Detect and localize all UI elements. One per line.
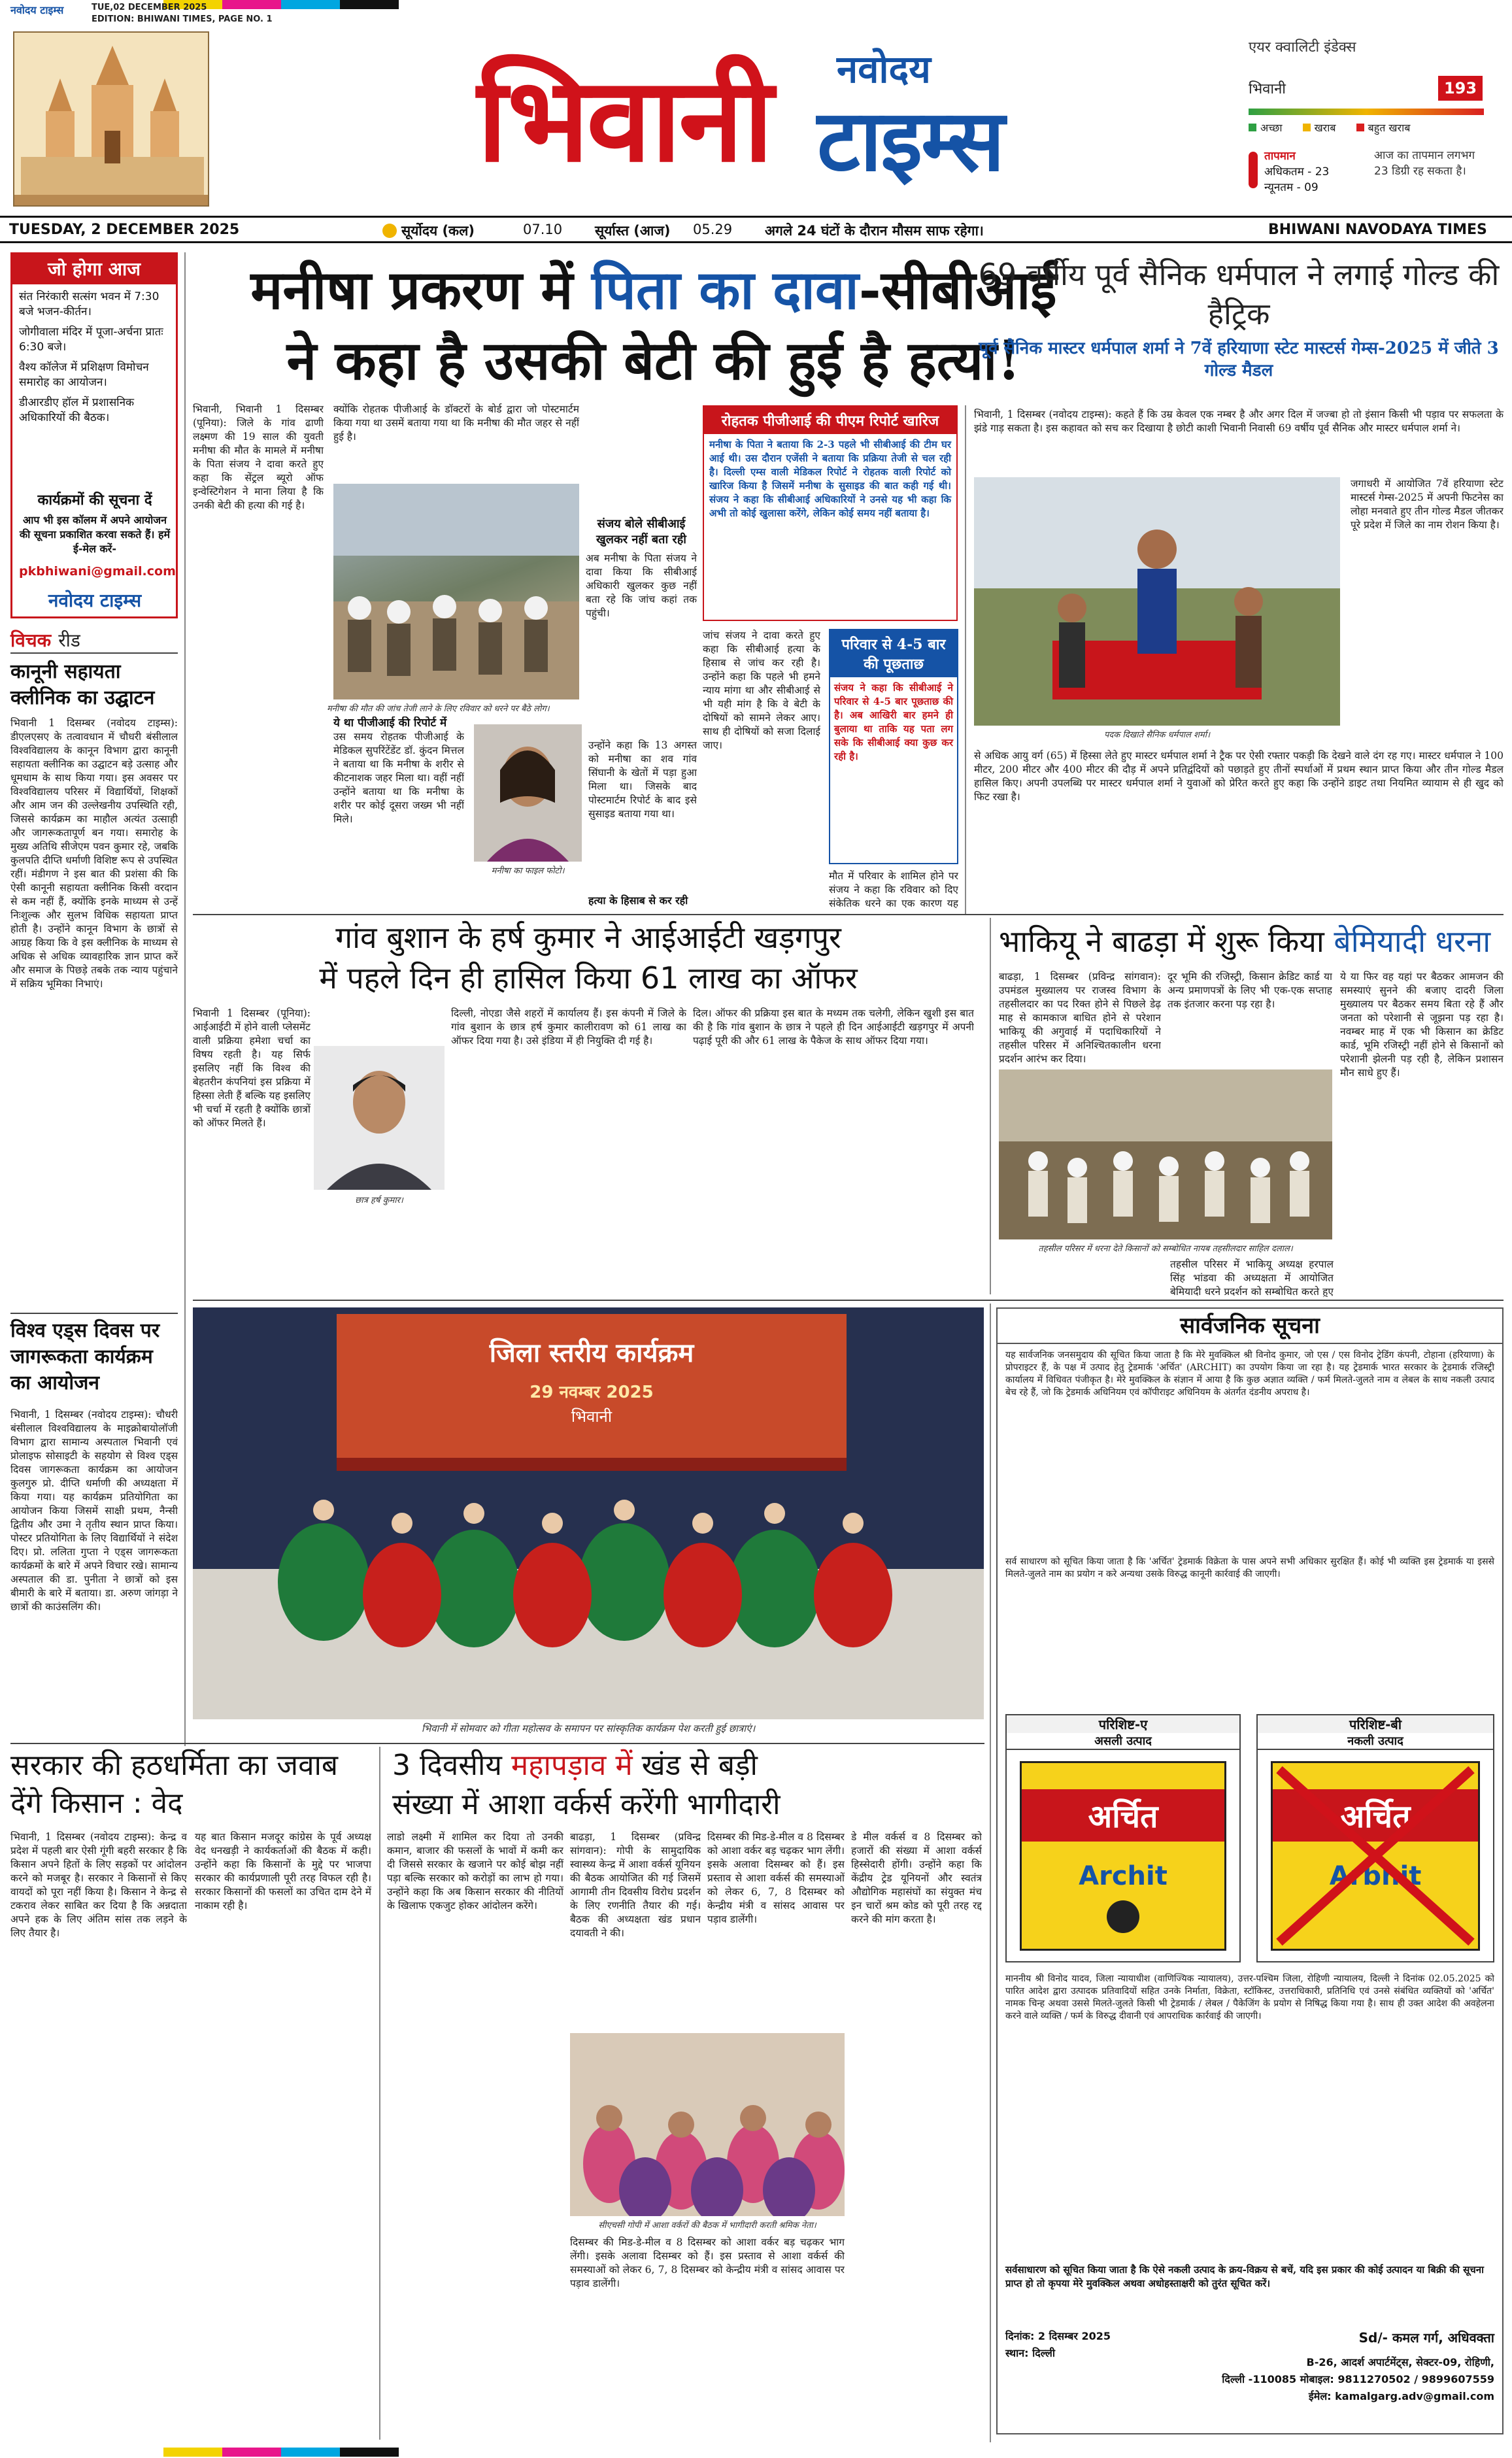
- lead-mid-body: उन्होंने कहा कि 13 अगस्त को मनीषा का शव गांव सिंघानी के खेतों में पड़ा हुआ मिला था। जिसके बाद पोस्टमार्टम रिपोर्ट के बाद इसे सुसाइड बताया गया था।: [588, 739, 697, 820]
- lead-headline-line2: ने कहा है उसकी बेटी की हुई है हत्या!: [286, 329, 1021, 392]
- annex-b-subtitle: नकली उत्पाद: [1258, 1733, 1493, 1750]
- lead-body-col1: भिवानी, भिवानी 1 दिसम्बर (पूनिया): जिले के गांव ढाणी लक्ष्मण की 19 साल की युवती मनीषा की मौत के मामले में मनीषा के पिता संजय ने दावा करते हुए कहा कि सेंट्रल ब्यूरो ऑफ इन्वेस्टिगेशन ने माना लिया है कि उनकी बेटी की हत्या की गई है।: [193, 403, 324, 511]
- event-banner-date: 29 नवम्बर 2025: [529, 1383, 654, 1402]
- asha-headline-line2: संख्या में आशा वर्कर्स करेंगी भागीदारी: [392, 1788, 781, 1821]
- jaanch-body: जांच संजय ने दावा करते हुए कहा कि सीबीआई हत्या के हिसाब से जांच कर रही है। उन्होंने कहा कि पहले भी हमने न्याय मांगा था और सीबीआई से भी यही मांग है कि वे बेटी के दोषियों को सामने लेकर आए। साथ ही दोषियों को सजा दिलाई जाए।: [703, 630, 820, 751]
- iit-headline-line1: गांव बुशान के हर्ष कुमार ने आईआईटी खड़गपुर: [335, 920, 841, 955]
- dateline-bar: [0, 216, 1512, 243]
- bkiu-body3: तहसील परिसर में भाकियू अध्यक्ष हरपाल सिंह भांडवा की अध्यक्षता में आयोजित बेमियादी धरने प्रदर्शन को सम्बोधित करते हुए: [1170, 1258, 1334, 1297]
- lead-headline-part3: -सीबीआई: [858, 259, 1057, 322]
- army-story: [974, 255, 1504, 909]
- iit-body2: दिल्ली, नोएडा जैसे शहरों में कार्यालय हैं। इस कंपनी में जिले के गांव बुशान के छात्र हर्ष कुमार कालीरावण को 61 लाख का ऑफर दिया गया है। उसे इंडिया में ही नियुक्ति दी गई है।: [451, 1007, 686, 1047]
- annex-b-title: परिशिष्ट-बी: [1258, 1715, 1493, 1733]
- annex-a-title: परिशिष्ट-ए: [1007, 1715, 1239, 1733]
- army-photo: [974, 477, 1340, 726]
- sidebar-story1-body: भिवानी 1 दिसम्बर (नवोदय टाइम्स): डीएलएसए के तत्वावधान में चौधरी बंसीलाल विश्वविद्यालय के कानून विभाग द्वारा कानूनी सहायता क्लीनिक का उद्घाटन बड़े उत्साह और धूमधाम के साथ किया गया। इस अवसर पर विश्वविद्यालय परिसर में विद्यार्थियों, शिक्षकों और आम जन की उल्लेखनीय उपस्थिति रही, जिससे कार्यक्रम का माहौल अत्यंत उत्साही और जागरूकतापूर्ण बन गया। समारोह के मुख्य अतिथि सीजेएम पवन कुमार रहे, जबकि कुलपति दीप्ति धर्माणी विशिष्ट रूप से उपस्थित रहीं। मंडीगण ने इस बात की प्रशंसा की कि ऐसी कानूनी सहायता क्लीनिक किसी वरदान से कम नहीं हैं, क्योंकि इनके माध्यम से उन्हें निःशुल्क और सुलभ विधिक सहायता प्राप्त होती है। उन्होंने कानून विभाग के छात्रों से आग्रह किया कि वे इस क्लीनिक के माध्यम से अधिक से अधिक व्यावहारिक ज्ञान प्राप्त करें और समाज के पिछड़े तबके तक न्याय पहुंचाने में सक्रिय भूमिका निभाएं।: [10, 717, 178, 990]
- army-body3: से अधिक आयु वर्ग (65) में हिस्सा लेते हुए मास्टर धर्मपाल शर्मा ने ट्रैक पर ऐसी रफ्तार पकड़ी कि देखने वाले दंग रह गए। मास्टर धर्मपाल ने 100 मीटर, 200 मीटर और 400 मीटर की दौड़ में अपने प्रतिद्वंदियों को पछाड़ते हुए तीनों स्पर्धाओं में प्रथम स्थान प्राप्त किया और तीन गोल्ड मैडल हासिल किए। अपनी उपलब्धि पर मास्टर धर्मपाल शर्मा ने युवाओं को प्रेरित करते हुए कहा कि उन्होंने डाइट तथा नियमित व्यायाम से ही खुद को फिट रखा है।: [974, 750, 1504, 803]
- report-box-head: रोहतक पीजीआई की पीएम रिपोर्ट खारिज: [704, 407, 956, 434]
- manisha-file-photo: [474, 724, 582, 862]
- aqi-city: भिवानी: [1249, 81, 1286, 97]
- registration-bar-magenta: [222, 2448, 281, 2457]
- sun-icon: [382, 224, 397, 238]
- cross-mark-icon: [1273, 1763, 1478, 1949]
- registration-bar-cyan: [281, 2448, 340, 2457]
- bkiu-body1: बाढड़ा, 1 दिसम्बर (प्रविन्द्र सांगवान): उपमंडल मुख्यालय पर राजस्व विभाग के तहसीलदार का पद रिक्त होने से पिछले डेढ़ माह से कामकाज बाधित होने से परेशान भाकियू की अगुवाई में पदाधिकारियों ने तहसील परिसर में अनिश्चितकालीन धरना प्रदर्शन आरंभ कर दिया।: [999, 971, 1161, 1065]
- army-headline: 69 वर्षीय पूर्व सैनिक धर्मपाल ने लगाई गोल्ड की हैट्रिक: [978, 257, 1500, 331]
- today-event: संत निरंकारी सत्संग भवन में 7:30 बजे भजन-कीर्तन।: [19, 290, 160, 318]
- report-box-body: मनीषा के पिता ने बताया कि 2-3 पहले भी सीबीआई की टीम घर आई थी। उस दौरान एजेंसी ने बताया कि प्रक्रिया तेजी से चल रही है। दिल्ली एम्स वाली मेडिकल रिपोर्ट ने रोहतक वाली रिपोर्ट को खारिज किया है जिसमें मनीषा के सुसाइड की बात कही गई थी। संजय ने कहा कि सीबीआई अधिकारियों ने उनसे यह भी कहा कि अभी तो कोई खुलासा करेंगे, लेकिन कोई समय नहीं बताया है।: [709, 439, 951, 519]
- asha-headline-part2: महापड़ाव में: [511, 1749, 633, 1782]
- notice-address2: दिल्ली -110085 मोबाइल: 9811270502 / 9899607559: [1222, 2373, 1494, 2385]
- masthead-logo-small: नवोदय टाइम्स: [10, 4, 64, 16]
- aqi-legend-bad: खराब: [1314, 122, 1336, 134]
- notice-title: कार्यक्रमों की सूचना दें: [37, 492, 152, 509]
- army-subhead: पूर्व सैनिक मास्टर धर्मपाल शर्मा ने 7वें हरियाणा स्टेट मास्टर्स गेम्स-2025 में जीते 3 गोल्ड मैडल: [979, 339, 1499, 380]
- bkiu-photo: [999, 1069, 1332, 1239]
- bkiu-photo-caption: तहसील परिसर में धरना देते किसानों को सम्बोधित नायब तहसीलदार साहिल दलाल।: [1038, 1244, 1293, 1254]
- product-real-name: अर्चित: [1088, 1798, 1158, 1835]
- scorpion-icon: [1107, 1900, 1139, 1933]
- divider: [990, 1304, 991, 2442]
- masthead-title-city: भिवानी: [477, 52, 771, 188]
- aqi-legend: [1249, 120, 1497, 135]
- sunset-time: 05.29: [693, 222, 733, 237]
- divider: [990, 918, 991, 1294]
- dateline-left: TUESDAY, 2 DECEMBER 2025: [9, 222, 240, 238]
- aqi-legend-very-bad: बहुत खराब: [1368, 122, 1411, 134]
- asha-headline-part1: 3 दिवसीय: [392, 1749, 502, 1782]
- product-real-pack: [1020, 1761, 1226, 1951]
- masthead-date: TUE,02 DECEMBER 2025: [92, 3, 207, 12]
- aqi-legend-dot-bad: [1303, 124, 1311, 131]
- asha-body1-cont: दिसम्बर की मिड-डे-मील व 8 दिसम्बर को आशा वर्कर बड़ चढ़कर भाग लेंगी। इसके अलावा दिसम्बर को हैं। इस प्रस्ताव से आशा वर्कर्स की समस्याओं को लेकर 6, 7, 8 दिसम्बर को केन्द्रीय मंत्री व सांसद आवास पर पड़ाव डालेंगी।: [570, 2236, 845, 2289]
- lead-photo-protest-caption: मनीषा की मौत की जांच तेजी लाने के लिए रविवार को धरने पर बैठे लोग।: [327, 704, 550, 714]
- aqi-value: 193: [1438, 76, 1483, 101]
- today-event: जोगीवाला मंदिर में पूजा-अर्चना प्रातः 6:30 बजे।: [19, 326, 163, 354]
- divider: [184, 252, 186, 1746]
- lead-headline-part2: पिता का दावा: [592, 259, 859, 322]
- today-event: वैश्य कॉलेज में प्रशिक्षण विमोचन समारोह का आयोजन।: [19, 361, 149, 389]
- vichar-strip: [10, 628, 178, 654]
- temp-forecast: आज का तापमान लगभग 23 डिग्री रह सकता है।: [1374, 149, 1475, 178]
- sidebar-story2-body: भिवानी, 1 दिसम्बर (नवोदय टाइम्स): चौधरी बंसीलाल विश्वविद्यालय के माइक्रोबायोलॉजी विभाग द्वारा सामान्य अस्पताल भिवानी एवं प्रोलाइफ सोसाइटी के सहयोग से विश्व एड्स दिवस जागरूकता कार्यक्रम का आयोजन कुलगुरु प्रो. दीप्ति धर्माणी की अध्यक्षता में किया गया। यह कार्यक्रम प्रतियोगिता का आयोजन किया जिसमें साक्षी प्रथम, नैन्सी द्वितीय और उमा ने तृतीय स्थान प्राप्त किया। पोस्टर प्रतियोगिता के लिए विद्यार्थियों ने संदेश दिए। प्रो. ललिता गुप्ता ने एड्स जागरूकता कार्यक्रमों के बारे में अपने विचार रखे। सामान्य अस्पताल की डा. पुनीता ने छात्रों को इस बीमारी के बारे में बताया। डा. अरुण जांगड़ा ने छात्रों की काउंसलिंग की।: [10, 1409, 178, 1613]
- sidebar-story1-headline: कानूनी सहायता क्लीनिक का उद्घाटन: [10, 660, 155, 709]
- notice-date: दिनांक: 2 दिसम्बर 2025: [1005, 2330, 1111, 2342]
- bkiu-headline: [999, 922, 1509, 961]
- family-box: [829, 629, 958, 864]
- public-notice-warning: सर्वसाधारण को सूचित किया जाता है कि ऐसे नकली उत्पाद के क्रय-विक्रय से बचें, यदि इस प्रकार की कोई उत्पादन या बिक्री की सूचना प्राप्त हो तो कृपया मेरे मुवक्किल अथवा अधोहस्ताक्षरी को तुरंत सूचित करें।: [1005, 2264, 1484, 2289]
- product-fake-pack: [1271, 1761, 1480, 1951]
- vichar-part1: विचक: [10, 630, 52, 651]
- product-real-name-en: Archit: [1079, 1861, 1168, 1891]
- annex-a-subtitle: असली उत्पाद: [1007, 1733, 1239, 1750]
- masthead-edition: EDITION: BHIWANI TIMES, PAGE NO. 1: [92, 14, 273, 24]
- today-title: जो होगा आज: [12, 254, 176, 284]
- notice-place: स्थान: दिल्ली: [1005, 2347, 1055, 2359]
- today-event: डीआरडीए हॉल में प्रशासनिक अधिकारियों की बैठक।: [19, 396, 135, 424]
- registration-bar-yellow: [163, 2448, 222, 2457]
- product-fake-name: अर्चित: [1340, 1798, 1411, 1835]
- dateline-right: BHIWANI NAVODAYA TIMES: [1268, 222, 1487, 238]
- public-notice: [996, 1307, 1504, 2434]
- public-notice-body2: सर्व साधारण को सूचित किया जाता है कि 'अर्चित' ट्रेडमार्क विक्रेता के पास अपने सभी अधिकार सुरक्षित हैं। कोई भी व्यक्ति इस ट्रेडमार्क या इससे मिलते-जुलते नाम का प्रयोग न करे अन्यथा उसके विरुद्ध कानूनी कार्रवाई की जाएगी।: [1005, 1557, 1494, 1579]
- farmer-headline: सरकार की हठधर्मिता का जवाब देंगे किसान : वेद: [10, 1749, 339, 1820]
- aqi-legend-good: अच्छा: [1260, 122, 1283, 134]
- masthead-title-brand-top: नवोदय: [837, 47, 931, 92]
- lead-last-col: मौत में परिवार के शामिल होने पर संजय ने कहा कि रविवार को दिए संकेतिक धरने का एक कारण यह: [829, 870, 958, 909]
- family-box-body: संजय ने कहा कि सीबीआई ने परिवार से 4-5 बार पूछताछ की है। अब आखिरी बार हमने ही बुलाया था ताकि यह पता लग सके कि सीबीआई क्या कुछ कर रही है।: [834, 682, 953, 762]
- vichar-part2: रीड: [58, 630, 80, 651]
- registration-bar-black: [340, 2448, 399, 2457]
- aqi-box: [1222, 24, 1501, 208]
- iit-body1: भिवानी 1 दिसम्बर (पूनिया): आईआईटी में होने वाली प्लेसमेंट वाली प्रक्रिया हमेशा चर्चा का विषय रहती है। यह सिर्फ इसलिए नहीं कि विश्व की बेहतरीन कंपनियां इस प्रक्रिया में हिस्सा लेती हैं बल्कि यह इसलिए भी चर्चा में रहती है क्योंकि छात्रों को ऑफर मिलते हैं।: [193, 1007, 311, 1129]
- masthead-title-brand: टाइम्स: [817, 91, 1004, 190]
- lead-photo-protest: [333, 484, 579, 699]
- army-body1: भिवानी, 1 दिसम्बर (नवोदय टाइम्स): कहते हैं कि उम्र केवल एक नम्बर है और अगर दिल में जज्बा हो तो इंसान किसी भी पड़ाव पर सफलता के झंडे गाड़ सकता है। इस कहावत को सच कर दिखाया है छोटी काशी भिवानी निवासी 69 वर्षीय पूर्व सैनिक और मास्टर धर्मपाल शर्मा ने।: [974, 409, 1504, 434]
- divider: [10, 1743, 984, 1744]
- today-box: [10, 252, 178, 618]
- quote-box: [586, 516, 697, 732]
- divider: [193, 914, 1504, 915]
- bkiu-headline-part2: बेमियादी धरना: [1334, 924, 1491, 959]
- iit-student-photo: [314, 1046, 445, 1190]
- farmer-body3: लाडो लक्ष्मी में शामिल कर दिया तो उनकी कमान, बाजार की फसलों के भावों में कमी कर दी जिससे सरकार के खजाने पर कोई बोझ नहीं पड़ा बल्कि सरकार को करोड़ों का लाभ हो गया। उन्होंने कहा कि अब किसान सरकार की नीतियों के खिलाफ एकजुट होकर आंदोलन करेंगे।: [387, 1831, 563, 1911]
- temp-min: न्यूनतम - 09: [1264, 181, 1319, 194]
- bkiu-headline-part1: भाकियू ने बाढड़ा में शुरू किया: [999, 924, 1324, 959]
- divider: [965, 405, 966, 915]
- divider: [10, 1313, 178, 1314]
- temp-label: तापमान: [1264, 150, 1296, 163]
- quote-body: अब मनीषा के पिता संजय ने दावा किया कि सीबीआई अधिकारी खुलकर कुछ नहीं बता रहे कि जांच कहां तक पहुंची।: [586, 552, 697, 619]
- lead-side-body: उस समय रोहतक पीजीआई के मेडिकल सुपरिंटेंडेंट डॉ. कुंदन मित्तल ने बताया था कि मनीषा के शरीर से कीटनाशक जहर मिला था। वहीं नहीं उन्होंने बताया था कि मनीषा के शरीर पर कोई दूसरा जख्म भी नहीं मिले।: [333, 731, 464, 825]
- annex-a: [1005, 1714, 1241, 1962]
- aqi-legend-dot-very-bad: [1356, 124, 1364, 131]
- weather-line: अगले 24 घंटों के दौरान मौसम साफ रहेगा।: [765, 223, 984, 239]
- iit-headline-line2: में पहले दिन ही हासिल किया 61 लाख का ऑफर: [319, 960, 858, 996]
- event-photo: [193, 1307, 984, 1719]
- notice-email[interactable]: pkbhiwani@gmail.com: [19, 564, 176, 579]
- notice-address: B-26, आदर्श अपार्टमेंट्स, सेक्टर-09, रोहिणी,: [1306, 2356, 1494, 2368]
- product-fake-name-en: Arbhit: [1329, 1861, 1422, 1891]
- bkiu-body4: ये या फिर वह यहां पर बैठकर आमजन की समस्याएं सुनने की बजाए दादरी जिला मुख्यालय पर बैठकर समय बिता रहे हैं और जनता को परेशानी से जूझना पड़ रहा है। नवम्बर माह में एक भी किसान का क्रेडिट कार्ड, भूमि रजिस्ट्री नहीं होने से किसानों को परेशानी झेलनी पड़ रही है, लेकिन प्रशासन मौन साधे हुए हैं।: [1340, 971, 1504, 1079]
- asha-meeting-photo: [570, 2033, 845, 2216]
- aqi-heading: एयर क्वालिटी इंडेक्स: [1249, 39, 1356, 56]
- sidebar-brand: नवोदय टाइम्स: [48, 590, 142, 611]
- report-box: [703, 405, 958, 621]
- notice-text: आप भी इस कॉलम में अपने आयोजन की सूचना प्रकाशित करवा सकते हैं। हमें ई-मेल करें-: [19, 514, 171, 555]
- public-notice-body3: माननीय श्री विनोद यादव, जिला न्यायाधीश (वाणिज्यिक न्यायालय), उत्तर-पश्चिम जिला, रोहिणी न्यायालय, दिल्ली ने दिनांक 02.05.2025 को पारित आदेश द्वारा उत्पादक प्रतिवादियों सहित उनके निर्माता, विक्रेता, स्टॉकिस्ट, उत्तराधिकारी, प्रतिनिधि एवं उनसे संबंधित व्यक्तियों को 'अर्चित' नामक चिन्ह अथवा उससे मिलते-जुलते किसी भी ट्रेडमार्क / लेबल / पैकेजिंग के प्रयोग से निषिद्ध किया गया है। साथ ही उक्त आदेश की अवहेलना करने वाले व्यक्ति / फर्म के विरुद्ध दीवानी एवं आपराधिक कार्रवाई की जाएगी।: [1005, 1974, 1494, 2021]
- today-events: [19, 290, 171, 426]
- sunrise-label: सूर्योदय (कल): [401, 223, 475, 239]
- army-body2: जगाधरी में आयोजित 7वें हरियाणा स्टेट मास्टर्स गेम्स-2025 में अपनी फिटनेस का लोहा मनवाते हुए तीन गोल्ड मैडल जीतकर पूरे प्रदेश में जिले का नाम रोशन किया है।: [1351, 478, 1504, 531]
- farmer-body2: यह बात किसान मजदूर कांग्रेस के पूर्व अध्यक्ष वेद धनखड़ी ने कार्यकर्ताओं की बैठक में कही। उन्होंने कहा कि किसानों के मुद्दे पर भाजपा सरकार की कार्यप्रणाली पूरी तरह विफल रही है। सरकार किसानों की फसलों का उचित दाम देने में नाकाम रही है।: [195, 1831, 371, 1911]
- annex-b: [1256, 1714, 1494, 1962]
- masthead: [0, 0, 1512, 216]
- thermometer-icon: [1249, 152, 1258, 188]
- asha-body3: डे मील वर्कर्स व 8 दिसम्बर को हजारों की संख्या में आशा वर्कर्स हिस्सेदारी होंगी। उन्होंने कहा कि केंद्रीय ट्रेड यूनियनों और स्वतंत्र औद्योगिक महासंघों का संयुक्त मंच इन चारों श्रम कोड को पूरी तरह रद्द करने की मांग करता है।: [851, 1831, 982, 1925]
- quote-head: संजय बोले सीबीआई खुलकर नहीं बता रही: [596, 517, 686, 547]
- asha-body2: दिसम्बर की मिड-डे-मील व 8 दिसम्बर को आशा वर्कर बड़ चढ़कर भाग लेंगी। इसके अलावा दिसम्बर को हैं। इस प्रस्ताव से आशा वर्कर्स की समस्याओं को लेकर 6, 7, 8 दिसम्बर को केन्द्रीय मंत्री व सांसद आवास पर पड़ाव डालेंगी।: [707, 1831, 845, 1925]
- public-notice-title: सार्वजनिक सूचना: [998, 1309, 1502, 1344]
- temp-max: अधिकतम - 23: [1264, 165, 1330, 178]
- event-photo-caption: भिवानी में सोमवार को गीता महोत्सव के समापन पर सांस्कृतिक कार्यक्रम पेश करती हुई छात्राएं।: [421, 1723, 756, 1734]
- temple-illustration: [13, 31, 209, 207]
- notice-email[interactable]: ईमेल: kamalgarg.adv@gmail.com: [1308, 2390, 1494, 2402]
- event-banner-title: जिला स्तरीय कार्यक्रम: [489, 1338, 694, 1368]
- asha-body1: बाढड़ा, 1 दिसम्बर (प्रविन्द्र सांगवान): गोपी के सामुदायिक स्वास्थ्य केन्द्र में आशा वर्कर्स यूनियन की बैठक आयोजित की गई जिसमें आगामी तीन दिवसीय विरोध प्रदर्शन के लिए रणनीति तैयार की गई। बैठक की अध्यक्षता खंड प्रधान दयावती ने की।: [570, 1831, 701, 1939]
- lead-body-col2: क्योंकि रोहतक पीजीआई के डॉक्टरों के बोर्ड द्वारा जो पोस्टमार्टम किया गया था उसमें बताया गया था कि मनीषा की मौत जहर से नहीं हुई है।: [333, 403, 579, 443]
- manisha-file-photo-caption: मनीषा का फाइल फोटो।: [491, 866, 565, 876]
- divider: [379, 1747, 380, 2440]
- iit-body3: दिल। ऑफर की प्रक्रिया इस बात के मध्यम तक चलेगी, लेकिन खुशी इस बात की है कि गांव बुशान के छात्र ने पहले ही दिन आईआईटी खड़गपुर में अपनी पढ़ाई पूरी की और 61 लाख के पैकेज के साथ ऑफर दिया गया।: [693, 1007, 974, 1047]
- divider: [193, 1300, 1504, 1301]
- lead-headline-part1: मनीषा प्रकरण में: [250, 259, 573, 322]
- army-photo-caption: पदक दिखाते सैनिक धर्मपाल शर्मा।: [1103, 730, 1211, 740]
- asha-headline-part3: खंड से बड़ी: [641, 1749, 758, 1782]
- family-box-head: परिवार से 4-5 बार की पूछताछ: [830, 630, 957, 677]
- notice-signatory: Sd/- कमल गर्ग, अधिवक्ता: [1358, 2330, 1494, 2346]
- bkiu-body2: दूर भूमि की रजिस्ट्री, किसान क्रेडिट कार्ड या अन्य प्रमाणपत्रों के लिए भी एक-एक सप्ताह तक इंतजार करना पड़ रहा है।: [1168, 971, 1332, 1010]
- farmer-body1: भिवानी, 1 दिसम्बर (नवोदय टाइम्स): केन्द्र व प्रदेश में पहली बार ऐसी गूंगी बहरी सरकार है कि किसान अपने हितों के लिए सड़कों पर आंदोलन करने को मजबूर है। सरकार ने किसानों से किए वायदों को पूरा नहीं किया है। किसान ने केन्द्र से टकराव लेकर साबित कर दिया है कि अन्नदाता अपने हक के लिए अंतिम सांस तक लड़ने के लिए तैयार है।: [10, 1831, 187, 1939]
- sunset-label: सूर्यास्त (आज): [595, 223, 671, 239]
- asha-photo-caption: सीएचसी गोपी में आशा वर्करों की बैठक में भागीदारी करती श्रमिक नेता।: [598, 2221, 816, 2231]
- hatya-subhead: हत्या के हिसाब से कर रही: [588, 894, 688, 907]
- aqi-legend-dot-good: [1249, 124, 1256, 131]
- aqi-scale-bar: [1249, 109, 1484, 115]
- public-notice-body: यह सार्वजनिक जनसमुदाय की सूचित किया जाता है कि मेरे मुवक्किल श्री विनोद कुमार, जो एस / एस विनोद ट्रेडिंग कंपनी, टोहाना (हरियाणा) के प्रोपराइटर हैं, के पक्ष में उत्पाद हेतु ट्रेडमार्क 'अर्चित' (ARCHIT) का उपयोग किया जा रहा है। यह ट्रेडमार्क भारत सरकार के ट्रेडमार्क रजिस्ट्री कार्यालय में विधिवत पंजीकृत है। मेरे मुवक्किल के संज्ञान में आया है कि कुछ अज्ञात व्यक्ति / फर्म मिलते-जुलते नाम व लेबल के साथ नकली उत्पाद बेच रहे हैं, जो कि ट्रेडमार्क अधिनियम एवं कॉपीराइट अधिनियम के अंतर्गत दंडनीय अपराध है।: [1005, 1350, 1494, 1398]
- lead-side-head: ये था पीजीआई की रिपोर्ट में: [333, 716, 447, 730]
- iit-photo-caption: छात्र हर्ष कुमार।: [355, 1196, 403, 1205]
- lead-side-head-wrap: [333, 716, 464, 913]
- event-banner-place: भिवानी: [571, 1407, 613, 1426]
- sunrise-time: 07.10: [523, 222, 563, 237]
- sidebar-story2-headline: विश्व एड्स दिवस पर जागरूकता कार्यक्रम का आयोजन: [10, 1319, 160, 1394]
- asha-headline-line1: [392, 1747, 981, 1785]
